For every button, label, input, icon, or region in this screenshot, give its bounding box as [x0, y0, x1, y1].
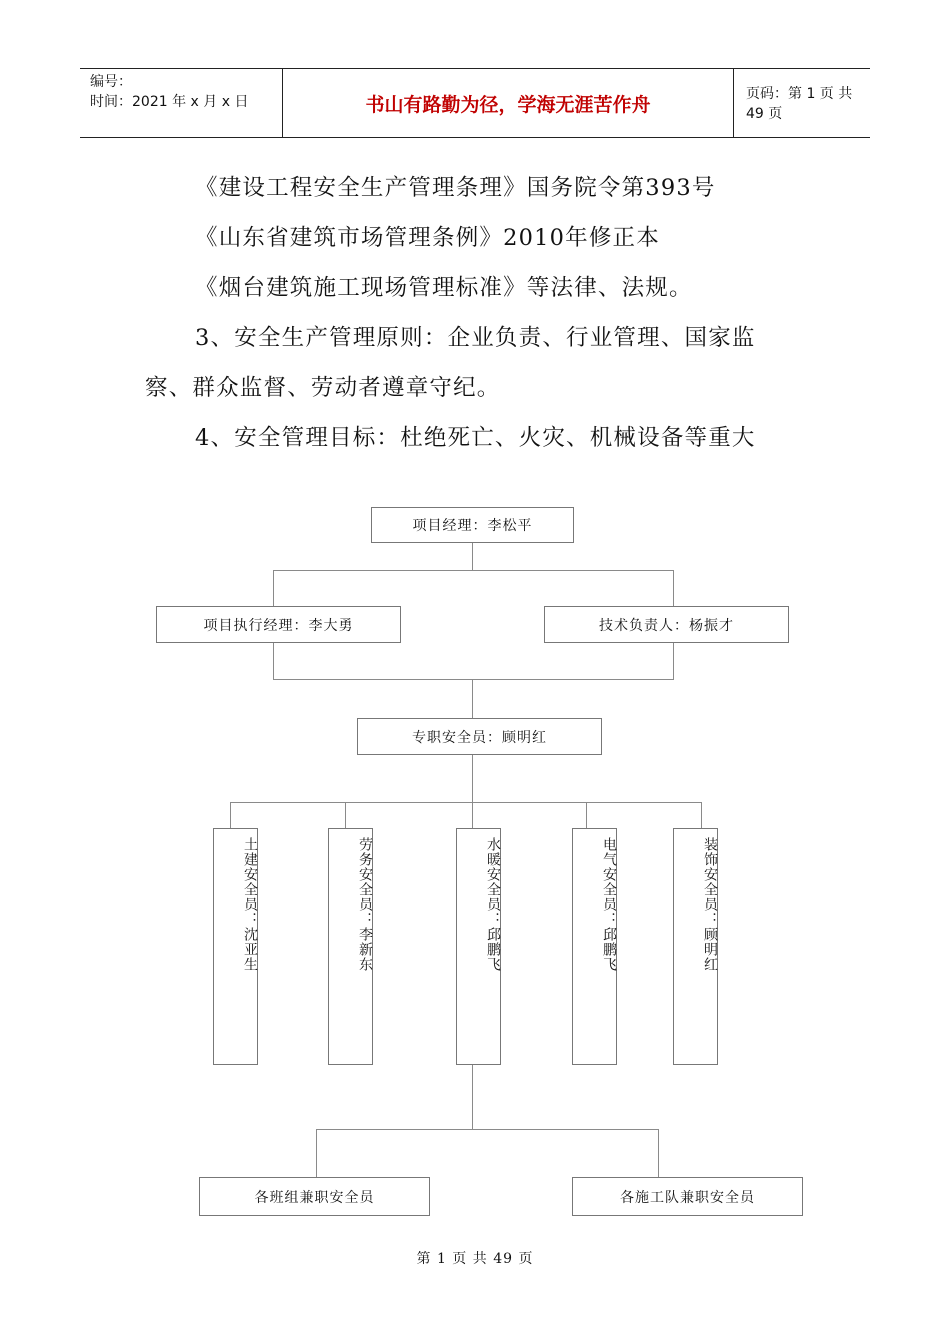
sub-officer-civil: 土建安全员：沈亚生 [213, 828, 258, 1065]
connector [316, 1129, 659, 1130]
connector [273, 570, 274, 606]
header-motto: 书山有路勤为径，学海无涯苦作舟 [282, 69, 734, 137]
manager-box: 项目经理：李松平 [371, 507, 574, 543]
safety-officer-box: 专职安全员：顾明红 [357, 718, 602, 755]
time-label: 时间：2021 年 x 月 x 日 [90, 94, 249, 110]
sub-officer-decoration: 装饰安全员：顾明红 [673, 828, 718, 1065]
body-line-3: 《烟台建筑施工现场管理标准》等法律、法规。 [195, 275, 693, 301]
connector [673, 642, 674, 680]
sub-officer-electrical: 电气安全员：邱鹏飞 [572, 828, 617, 1065]
connector [230, 802, 702, 803]
connector [658, 1129, 659, 1177]
document-header [80, 68, 870, 138]
connector [273, 570, 674, 571]
page-footer: 第 1 页 共 49 页 [416, 1251, 534, 1267]
connector [586, 802, 587, 828]
connector [230, 802, 231, 828]
connector [472, 679, 473, 718]
connector [701, 802, 702, 828]
body-line-5: 察、群众监督、劳动者遵章守纪。 [145, 375, 501, 401]
crew-officers-box: 各施工队兼职安全员 [572, 1177, 803, 1216]
header-page-code: 页码：第 1 页 共 49 页 [746, 86, 853, 122]
number-label: 编号： [90, 74, 132, 90]
connector [345, 802, 346, 828]
body-line-6: 4、安全管理目标：杜绝死亡、火灾、机械设备等重大 [195, 425, 756, 451]
sub-officer-plumbing: 水暖安全员：邱鹏飞 [456, 828, 501, 1065]
team-officers-box: 各班组兼职安全员 [199, 1177, 430, 1216]
body-line-1: 《建设工程安全生产管理条理》国务院令第393号 [195, 175, 716, 201]
sub-officer-labor: 劳务安全员：李新东 [328, 828, 373, 1065]
tech-lead-box: 技术负责人：杨振才 [544, 606, 789, 643]
body-line-4: 3、安全生产管理原则：企业负责、行业管理、国家监 [195, 325, 756, 351]
connector [273, 642, 274, 680]
body-line-2: 《山东省建筑市场管理条例》2010年修正本 [195, 225, 660, 251]
connector [673, 570, 674, 606]
connector [316, 1129, 317, 1177]
exec-manager-box: 项目执行经理：李大勇 [156, 606, 401, 643]
connector [273, 679, 674, 680]
connector [472, 543, 473, 571]
header-meta [80, 69, 282, 137]
